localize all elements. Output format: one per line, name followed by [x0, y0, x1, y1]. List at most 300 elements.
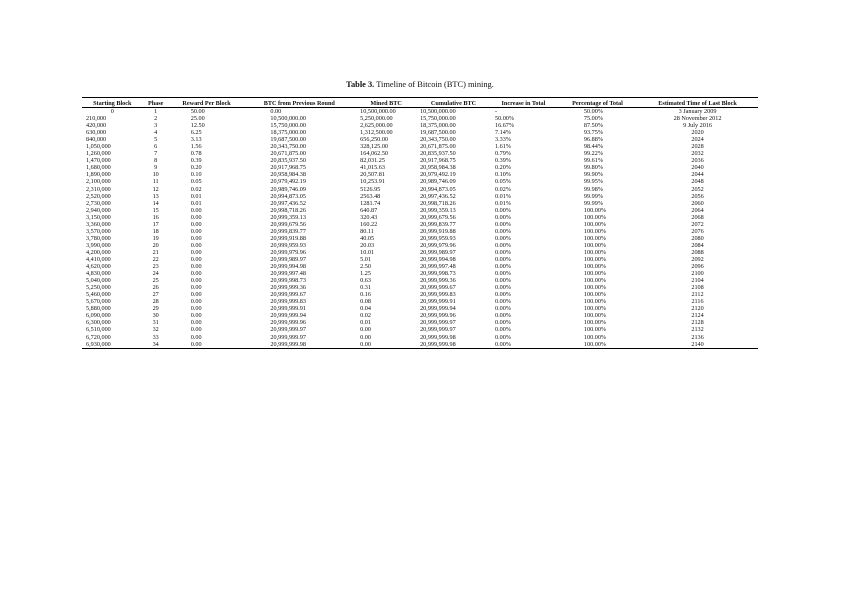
cell-mined-btc: 0.00 [354, 341, 418, 349]
cell-phase: 24 [152, 270, 159, 278]
cell-starting-block: 2,940,000 [86, 206, 111, 214]
cell-starting-block: 5,880,000 [86, 305, 111, 313]
cell-mined-btc: 2.50 [360, 263, 371, 271]
cell-mined-btc: 1281.74 [360, 199, 381, 207]
cell-increase-in-total: 0.00% [494, 291, 511, 299]
cell-cumulative-btc: 20,999,999.91 [420, 298, 456, 306]
cell-cumulative-btc: 20,999,989.97 [420, 248, 456, 256]
cell-phase: 7 [154, 150, 158, 158]
cell-phase: 4 [154, 129, 158, 137]
cell-cumulative-btc: 20,999,999.36 [420, 277, 456, 285]
cell-percentage-of-total: 100.00% [583, 333, 607, 341]
cell-percentage-of-total: 99.95% [583, 178, 603, 186]
cell-starting-block: 6,300,000 [86, 319, 111, 327]
cell-reward-per-block: 0.01 [190, 192, 202, 200]
cell-starting-block: 5,250,000 [86, 284, 111, 292]
cell-phase: 21 [152, 248, 159, 256]
cell-btc-from-previous-round: 20,999,999.91 [270, 305, 306, 313]
cell-percentage-of-total: 100.00% [583, 220, 607, 228]
cell-reward-per-block: 0.00 [190, 255, 202, 263]
cell-increase-in-total: 1.61% [494, 143, 511, 151]
cell-cumulative-btc: 20,999,999.98 [418, 341, 489, 349]
table-row [82, 291, 758, 298]
cell-increase-in-total: 0.01% [494, 192, 511, 200]
cell-increase-in-total: 0.00% [494, 312, 511, 320]
cell-mined-btc: 5.01 [360, 255, 371, 263]
table-row [82, 129, 758, 136]
cell-reward-per-block: 0.78 [190, 150, 202, 158]
col-header-percentage-of-total: Percentage of Total [558, 98, 637, 108]
cell-estimated-time: 3 January 2009 [678, 108, 717, 115]
cell-reward-per-block: 0.00 [190, 234, 202, 242]
cell-phase: 17 [152, 220, 159, 228]
cell-mined-btc: 80.11 [360, 227, 374, 235]
cell-estimated-time: 2056 [691, 192, 704, 200]
cell-phase: 2 [154, 115, 158, 123]
cell-phase: 6 [154, 143, 158, 151]
cell-cumulative-btc: 20,999,919.88 [420, 227, 456, 235]
cell-cumulative-btc: 20,999,999.98 [420, 333, 456, 341]
cell-reward-per-block: 25.00 [190, 115, 205, 123]
cell-percentage-of-total: 100.00% [583, 263, 607, 271]
cell-mined-btc: 40.05 [360, 234, 375, 242]
cell-percentage-of-total: 100.00% [583, 277, 607, 285]
cell-starting-block: 5,670,000 [86, 298, 111, 306]
cell-percentage-of-total: 93.75% [583, 129, 603, 137]
cell-increase-in-total: 16.67% [494, 122, 515, 130]
cell-btc-from-previous-round: 20,999,999.67 [270, 291, 306, 299]
table-row [82, 136, 758, 143]
cell-increase-in-total: 0.00% [494, 284, 511, 292]
cell-mined-btc: 82,031.25 [360, 157, 385, 165]
cell-cumulative-btc: 15,750,000.00 [420, 115, 456, 123]
bitcoin-mining-timeline-table [82, 97, 758, 349]
cell-estimated-time: 2032 [691, 150, 704, 158]
cell-starting-block: 4,830,000 [86, 270, 111, 278]
cell-percentage-of-total: 100.00% [583, 213, 607, 221]
cell-reward-per-block: 0.10 [190, 171, 202, 179]
cell-reward-per-block: 50.00 [190, 108, 205, 115]
cell-reward-per-block: 0.05 [190, 178, 202, 186]
cell-percentage-of-total: 96.88% [583, 136, 603, 144]
cell-btc-from-previous-round: 20,999,979.96 [270, 248, 306, 256]
cell-phase: 13 [152, 192, 159, 200]
table-row [82, 221, 758, 228]
cell-phase: 23 [152, 263, 159, 271]
cell-percentage-of-total: 75.00% [583, 115, 603, 123]
table-row [82, 298, 758, 305]
cell-mined-btc: 0.63 [360, 277, 371, 285]
cell-reward-per-block: 3.13 [190, 136, 202, 144]
cell-percentage-of-total: 99.61% [583, 157, 603, 165]
table-row [82, 284, 758, 291]
cell-percentage-of-total: 99.22% [583, 150, 603, 158]
cell-estimated-time: 2060 [691, 199, 704, 207]
cell-percentage-of-total: 87.50% [583, 122, 603, 130]
cell-mined-btc: 0.08 [360, 298, 371, 306]
cell-percentage-of-total: 100.00% [583, 234, 607, 242]
cell-mined-btc: 0.00 [360, 333, 371, 341]
cell-starting-block: 420,000 [86, 122, 107, 130]
table-row [82, 186, 758, 193]
cell-percentage-of-total: 100.00% [583, 270, 607, 278]
cell-starting-block: 2,100,000 [86, 178, 111, 186]
cell-increase-in-total: 0.00% [494, 333, 511, 341]
cell-btc-from-previous-round: 20,998,718.26 [270, 206, 306, 214]
cell-btc-from-previous-round: 10,500,000.00 [270, 115, 306, 123]
col-header-phase: Phase [143, 98, 169, 108]
cell-phase: 28 [152, 298, 159, 306]
cell-starting-block: 6,510,000 [86, 326, 111, 334]
cell-reward-per-block: 0.00 [190, 213, 202, 221]
cell-btc-from-previous-round: 20,997,436.52 [270, 199, 306, 207]
col-header-mined-btc: Mined BTC [354, 98, 418, 108]
table-row [82, 193, 758, 200]
cell-increase-in-total: 0.00% [494, 213, 511, 221]
table-row [82, 326, 758, 333]
col-header-cumulative-btc: Cumulative BTC [418, 98, 489, 108]
cell-increase-in-total: 0.00% [494, 270, 511, 278]
cell-reward-per-block: 0.00 [190, 319, 202, 327]
cell-starting-block: 3,780,000 [86, 234, 111, 242]
cell-reward-per-block: 0.00 [190, 277, 202, 285]
cell-increase-in-total: 0.39% [494, 157, 511, 165]
cell-btc-from-previous-round: 20,999,997.48 [270, 270, 306, 278]
cell-increase-in-total: 0.20% [494, 164, 511, 172]
cell-btc-from-previous-round: 20,835,937.50 [270, 157, 306, 165]
cell-cumulative-btc: 20,999,999.97 [420, 319, 456, 327]
cell-increase-in-total: 0.00% [494, 277, 511, 285]
cell-mined-btc: 20.03 [360, 241, 375, 249]
cell-mined-btc: 164,062.50 [360, 150, 388, 158]
cell-btc-from-previous-round: 20,671,875.00 [270, 150, 306, 158]
cell-estimated-time: 2104 [691, 277, 704, 285]
cell-btc-from-previous-round: 15,750,000.00 [270, 122, 306, 130]
table-row [82, 178, 758, 185]
cell-reward-per-block: 0.20 [190, 164, 202, 172]
cell-phase: 19 [152, 234, 159, 242]
cell-percentage-of-total: 100.00% [583, 248, 607, 256]
cell-reward-per-block: 0.00 [190, 298, 202, 306]
cell-phase: 25 [152, 277, 159, 285]
cell-mined-btc: 10,500,000.00 [360, 108, 396, 115]
cell-percentage-of-total: 100.00% [558, 341, 637, 349]
cell-starting-block: 4,620,000 [86, 263, 111, 271]
cell-percentage-of-total: 98.44% [583, 143, 603, 151]
cell-estimated-time: 2040 [691, 164, 704, 172]
cell-btc-from-previous-round: 20,979,492.19 [270, 178, 306, 186]
cell-increase-in-total: 7.14% [494, 129, 511, 137]
cell-mined-btc: 20,507.81 [360, 171, 385, 179]
table-row [82, 207, 758, 214]
cell-reward-per-block: 12.50 [190, 122, 205, 130]
cell-increase-in-total: 0.00% [494, 305, 511, 313]
cell-increase-in-total: 3.33% [494, 136, 511, 144]
table-row [82, 108, 758, 116]
table-row [82, 341, 758, 349]
cell-starting-block: 5,040,000 [86, 277, 111, 285]
cell-phase: 29 [152, 305, 159, 313]
cell-increase-in-total: 0.00% [494, 326, 511, 334]
cell-cumulative-btc: 20,999,979.96 [420, 241, 456, 249]
cell-cumulative-btc: 18,375,000.00 [420, 122, 456, 130]
cell-reward-per-block: 0.00 [169, 341, 245, 349]
cell-starting-block: 6,090,000 [86, 312, 111, 320]
cell-phase: 5 [154, 136, 158, 144]
cell-btc-from-previous-round: 20,999,999.97 [270, 333, 306, 341]
cell-btc-from-previous-round: 20,917,968.75 [270, 164, 306, 172]
table-row [82, 263, 758, 270]
cell-phase: 22 [152, 255, 159, 263]
table-row [82, 277, 758, 284]
cell-mined-btc: 2,625,000.00 [360, 122, 393, 130]
cell-cumulative-btc: 20,999,359.13 [420, 206, 456, 214]
cell-starting-block: 6,720,000 [86, 333, 111, 341]
cell-mined-btc: 41,015.63 [360, 164, 385, 172]
cell-mined-btc: 0.16 [360, 291, 371, 299]
cell-cumulative-btc: 20,999,999.67 [420, 284, 456, 292]
cell-starting-block: 3,360,000 [86, 220, 111, 228]
cell-btc-from-previous-round: 20,343,750.00 [270, 143, 306, 151]
cell-btc-from-previous-round: 0.00 [270, 108, 282, 115]
cell-increase-in-total: 0.00% [494, 220, 511, 228]
table-row [82, 150, 758, 157]
cell-increase-in-total: 0.00% [494, 248, 511, 256]
cell-btc-from-previous-round: 20,999,999.83 [270, 298, 306, 306]
table-row [82, 249, 758, 256]
cell-cumulative-btc: 20,999,839.77 [420, 220, 456, 228]
cell-increase-in-total: 0.01% [494, 199, 511, 207]
col-header-btc-from-previous-round: BTC from Previous Round [244, 98, 354, 108]
cell-estimated-time: 2080 [691, 234, 704, 242]
table-row [82, 235, 758, 242]
cell-cumulative-btc: 20,999,999.96 [420, 312, 456, 320]
cell-reward-per-block: 0.01 [190, 199, 202, 207]
cell-starting-block: 1,680,000 [86, 164, 111, 172]
cell-estimated-time: 2072 [691, 220, 704, 228]
cell-cumulative-btc: 20,999,994.98 [420, 255, 456, 263]
cell-percentage-of-total: 99.99% [583, 192, 603, 200]
cell-starting-block: 210,000 [86, 115, 107, 123]
table-row [82, 305, 758, 312]
cell-btc-from-previous-round: 20,999,919.88 [270, 234, 306, 242]
cell-mined-btc: 656,250.00 [360, 136, 388, 144]
cell-phase: 1 [154, 108, 158, 115]
cell-btc-from-previous-round: 20,999,679.56 [270, 220, 306, 228]
cell-estimated-time: 2048 [691, 178, 704, 186]
table-row [82, 164, 758, 171]
cell-reward-per-block: 0.00 [190, 270, 202, 278]
cell-cumulative-btc: 20,994,873.05 [420, 185, 456, 193]
cell-phase: 11 [152, 178, 159, 186]
cell-estimated-time: 2092 [691, 255, 704, 263]
cell-mined-btc: 160.22 [360, 220, 378, 228]
cell-mined-btc: 0.31 [360, 284, 371, 292]
col-header-starting-block: Starting Block [82, 98, 143, 108]
cell-estimated-time: 2128 [691, 319, 704, 327]
cell-increase-in-total: 0.00% [494, 319, 511, 327]
cell-phase: 27 [152, 291, 159, 299]
cell-percentage-of-total: 99.90% [583, 171, 603, 179]
cell-phase: 34 [143, 341, 169, 349]
cell-estimated-time: 2116 [691, 298, 704, 306]
cell-increase-in-total: 0.00% [494, 227, 511, 235]
cell-cumulative-btc: 20,999,999.94 [420, 305, 456, 313]
cell-reward-per-block: 0.00 [190, 241, 202, 249]
table-row [82, 319, 758, 326]
cell-percentage-of-total: 100.00% [583, 206, 607, 214]
cell-reward-per-block: 0.00 [190, 227, 202, 235]
header-row [82, 98, 758, 108]
cell-percentage-of-total: 99.99% [583, 199, 603, 207]
cell-btc-from-previous-round: 20,999,999.36 [270, 284, 306, 292]
cell-reward-per-block: 0.00 [190, 248, 202, 256]
cell-estimated-time: 28 November 2012 [673, 115, 722, 123]
cell-estimated-time: 2136 [691, 333, 704, 341]
cell-increase-in-total: 0.00% [494, 298, 511, 306]
cell-starting-block: 2,310,000 [86, 185, 111, 193]
cell-cumulative-btc: 20,958,984.38 [420, 164, 456, 172]
cell-btc-from-previous-round: 20,958,984.38 [270, 171, 306, 179]
cell-increase-in-total: 50.00% [494, 115, 515, 123]
cell-mined-btc: 2563.48 [360, 192, 381, 200]
cell-increase-in-total: 0.10% [494, 171, 511, 179]
cell-estimated-time: 2140 [637, 341, 758, 349]
cell-estimated-time: 2036 [691, 157, 704, 165]
cell-mined-btc: 328,125.00 [360, 143, 388, 151]
cell-mined-btc: 10.01 [360, 248, 375, 256]
cell-btc-from-previous-round: 20,999,999.98 [244, 341, 354, 349]
table-caption [82, 80, 758, 90]
cell-estimated-time: 2076 [691, 227, 704, 235]
cell-reward-per-block: 6.25 [190, 129, 202, 137]
cell-percentage-of-total: 100.00% [583, 326, 607, 334]
cell-phase: 14 [152, 199, 159, 207]
cell-mined-btc: 320.43 [360, 213, 378, 221]
cell-mined-btc: 1,312,500.00 [360, 129, 393, 137]
cell-reward-per-block: 0.00 [190, 305, 202, 313]
cell-phase: 32 [152, 326, 159, 334]
cell-reward-per-block: 0.00 [190, 291, 202, 299]
cell-reward-per-block: 0.00 [190, 220, 202, 228]
cell-cumulative-btc: 20,989,746.09 [420, 178, 456, 186]
table-body [82, 108, 758, 349]
cell-estimated-time: 2096 [691, 263, 704, 271]
cell-cumulative-btc: 20,917,968.75 [420, 157, 456, 165]
cell-cumulative-btc: 20,997,436.52 [420, 192, 456, 200]
cell-btc-from-previous-round: 19,687,500.00 [270, 136, 306, 144]
cell-estimated-time: 2132 [691, 326, 704, 334]
cell-starting-block: 2,520,000 [86, 192, 111, 200]
cell-increase-in-total: 0.00% [494, 206, 511, 214]
cell-cumulative-btc: 20,999,999.83 [420, 291, 456, 299]
cell-percentage-of-total: 99.80% [583, 164, 603, 172]
table-row [82, 270, 758, 277]
cell-mined-btc: 1.25 [360, 270, 371, 278]
cell-estimated-time: 2084 [691, 241, 704, 249]
cell-mined-btc: 5126.95 [360, 185, 381, 193]
cell-estimated-time: 2088 [691, 248, 704, 256]
table-label: Table 3. [346, 80, 375, 89]
cell-estimated-time: 2028 [691, 143, 704, 151]
cell-cumulative-btc: 19,687,500.00 [420, 129, 456, 137]
cell-cumulative-btc: 20,343,750.00 [420, 136, 456, 144]
table-row [82, 242, 758, 249]
cell-phase: 8 [154, 157, 158, 165]
cell-btc-from-previous-round: 20,994,873.05 [270, 192, 306, 200]
table-row [82, 171, 758, 178]
cell-btc-from-previous-round: 20,999,839.77 [270, 227, 306, 235]
cell-cumulative-btc: 10,500,000.00 [420, 108, 456, 115]
cell-percentage-of-total: 100.00% [583, 312, 607, 320]
cell-reward-per-block: 0.00 [190, 206, 202, 214]
cell-percentage-of-total: 100.00% [583, 241, 607, 249]
cell-starting-block: 1,470,000 [86, 157, 111, 165]
cell-btc-from-previous-round: 20,999,994.98 [270, 263, 306, 271]
table-row [82, 214, 758, 221]
cell-btc-from-previous-round: 20,999,999.97 [270, 326, 306, 334]
cell-reward-per-block: 0.00 [190, 326, 202, 334]
cell-starting-block: 630,000 [86, 129, 107, 137]
cell-phase: 31 [152, 319, 159, 327]
cell-mined-btc: 0.02 [360, 312, 371, 320]
table-row [82, 122, 758, 129]
cell-estimated-time: 2108 [691, 284, 704, 292]
cell-cumulative-btc: 20,999,999.97 [420, 326, 456, 334]
cell-cumulative-btc: 20,835,937.50 [420, 150, 456, 158]
cell-estimated-time: 2052 [691, 185, 704, 193]
cell-starting-block: 1,050,000 [86, 143, 111, 151]
cell-cumulative-btc: 20,999,997.48 [420, 263, 456, 271]
cell-reward-per-block: 0.00 [190, 333, 202, 341]
cell-btc-from-previous-round: 20,989,746.09 [270, 185, 306, 193]
cell-btc-from-previous-round: 20,999,999.96 [270, 319, 306, 327]
cell-cumulative-btc: 20,999,998.73 [420, 270, 456, 278]
cell-starting-block: 1,890,000 [86, 171, 111, 179]
cell-estimated-time: 2112 [691, 291, 704, 299]
col-header-reward-per-block: Reward Per Block [169, 98, 245, 108]
cell-reward-per-block: 0.00 [190, 312, 202, 320]
cell-btc-from-previous-round: 20,999,359.13 [270, 213, 306, 221]
cell-phase: 20 [152, 241, 159, 249]
cell-estimated-time: 9 July 2016 [683, 122, 712, 130]
table-row [82, 200, 758, 207]
cell-starting-block: 6,930,000 [82, 341, 143, 349]
cell-reward-per-block: 0.00 [190, 284, 202, 292]
table-title: Timeline of Bitcoin (BTC) mining. [374, 80, 494, 89]
cell-estimated-time: 2120 [691, 305, 704, 313]
cell-phase: 30 [152, 312, 159, 320]
col-header-estimated-time: Estimated Time of Last Block [637, 98, 758, 108]
cell-phase: 26 [152, 284, 159, 292]
cell-cumulative-btc: 20,979,492.19 [420, 171, 456, 179]
cell-cumulative-btc: 20,999,679.56 [420, 213, 456, 221]
cell-starting-block: 840,000 [86, 136, 107, 144]
cell-mined-btc: 10,253.91 [360, 178, 385, 186]
cell-phase: 16 [152, 213, 159, 221]
cell-estimated-time: 2100 [691, 270, 704, 278]
cell-phase: 33 [152, 333, 159, 341]
cell-cumulative-btc: 20,998,718.26 [420, 199, 456, 207]
cell-increase-in-total: 0.00% [494, 234, 511, 242]
cell-estimated-time: 2124 [691, 312, 704, 320]
cell-starting-block: 3,150,000 [86, 213, 111, 221]
cell-starting-block: 1,260,000 [86, 150, 111, 158]
cell-estimated-time: 2020 [691, 129, 704, 137]
cell-btc-from-previous-round: 20,999,998.73 [270, 277, 306, 285]
col-header-increase-in-total: Increase in Total [489, 98, 558, 108]
cell-mined-btc: 0.00 [360, 326, 371, 334]
